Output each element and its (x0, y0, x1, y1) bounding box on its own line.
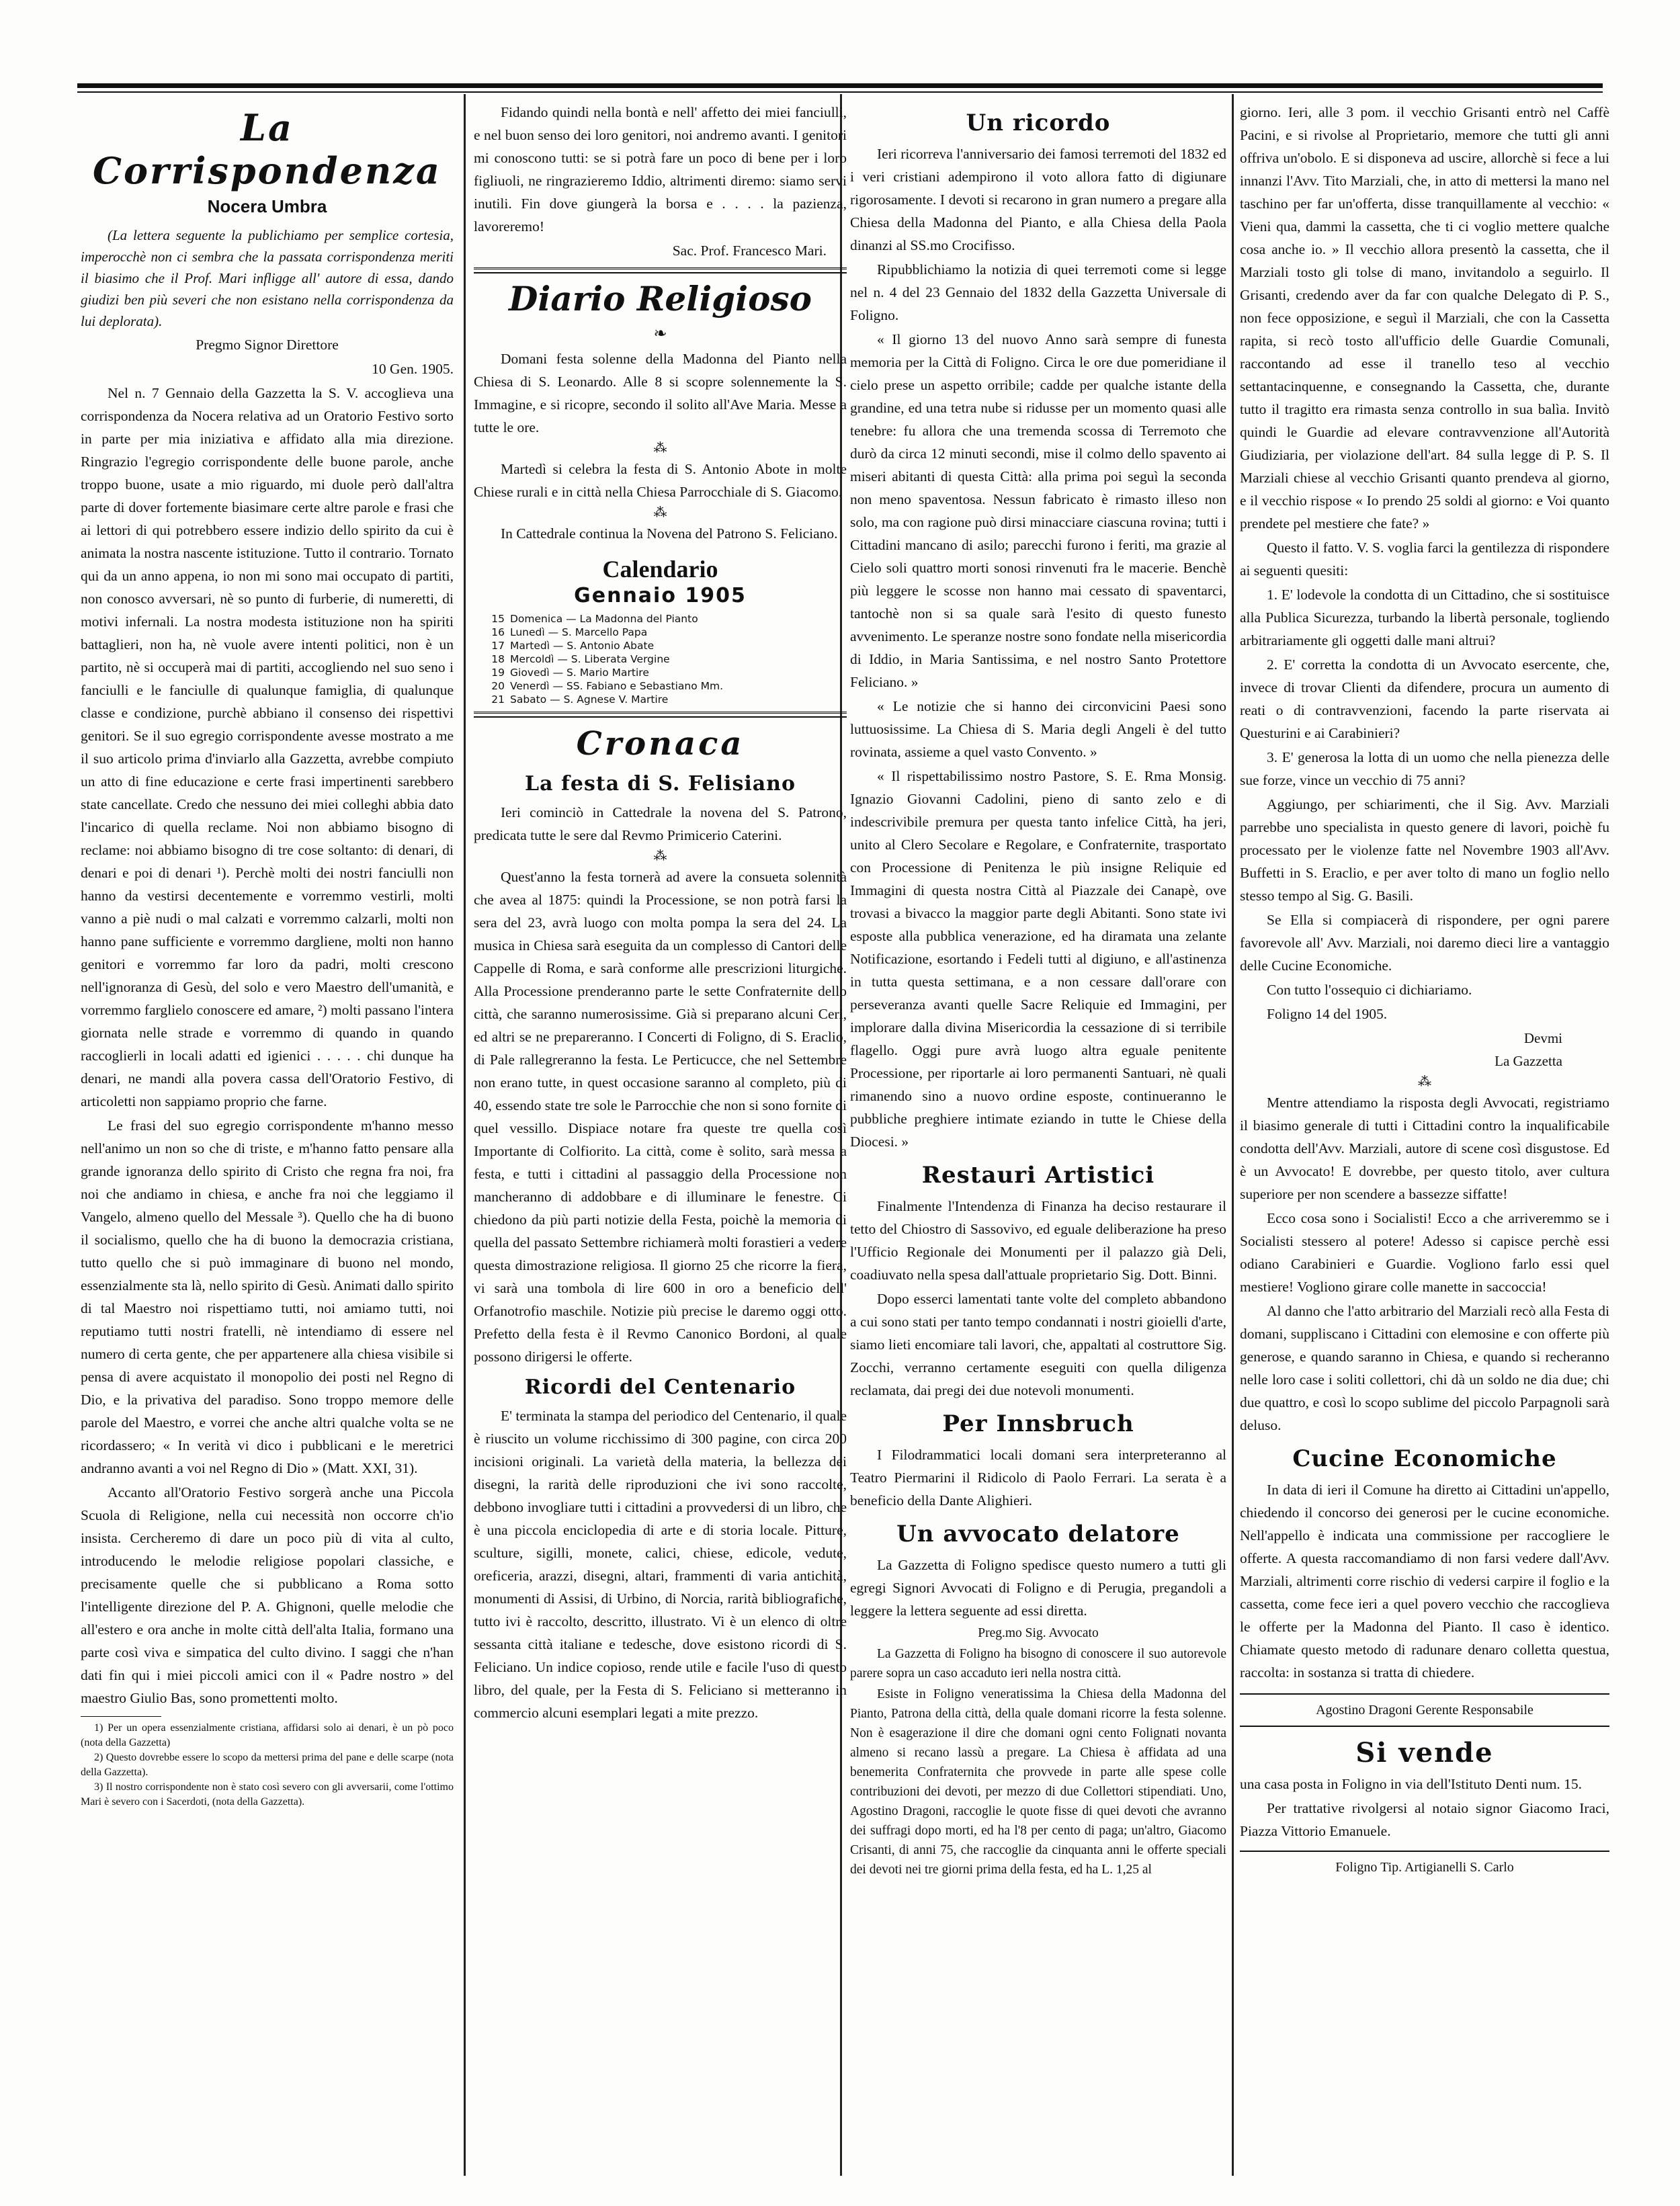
cucine-paragraph: In data di ieri il Comune ha diretto ai Cittadini un'appello, chiedendo il concorso dei generosi per le cucine economiche. Nell'appello è indicata una commissione per raccogliere le offerte. A questa raccomandiamo di non farsi vedere dall'Avv. Marziali, altrimenti corre rischio di vedersi carpire il foglio e la cassetta, come fece ieri a quel povero vecchio che raccoglieva le offerte per la Madonna del Pianto. Il caso è identico. Chiamate questo metodo di radunare denaro colletta questua, raccolta: in sostanza si tratta di chiedere. (1240, 1482, 1609, 1681)
delatore-paragraph: Se Ella si compiacerà di rispondere, per ogni parere favorevole all' Avv. Marziali, noi daremo dieci lire a vantaggio delle Cucine Economiche. (1240, 912, 1609, 974)
ricordo-paragraph: « Il rispettabilissimo nostro Pastore, S. E. Rma Monsig. Ignazio Giovanni Cadolini, pieno di santo zelo e di indescrivibile premura per questa tanto infelice Città, ha jeri, unito al Clero Secolare e Regolare, e Confraternite, trasportato con Processione di Penitenza le più insigne Reliquie ed Immagini di questa nostra Città al Piazzale dei Canapè, ove trovasi a bivacco la maggior parte degli Abitanti. Sono state ivi esposte alla pubblica venerazione, ed ha diramata una zelante Notificazione, esortando i Fedeli tutti al digiuno, e all'astinenza in tutta questa settimana, e a non cessare dall'orare con perseveranza avanti quelle Sacre Reliquie ed Immagini, per implorare dalla divina Misericordia la cessazione di si terribile flagello. Oggi pure avrà luogo altra eguale penitente Processione, per riportarle ai loro permanenti Santuari, nè quali rimanendo sino a nuovo ordine esposte, continueranno le pubbliche preghiere intimate eziando in tutte le Chiese della Diocesi. » (850, 768, 1226, 1150)
festa-paragraph: Quest'anno la festa tornerà ad avere la consueta solennità che avea al 1875: quindi la Processione, se non potrà farsi la sera del 23, avrà luogo con molta pompa la sera del 24. La musica in Chiesa sarà eseguita da un complesso di Cantori delle Cappelle di Roma, e sarà conforme alle prescrizioni liturgiche. Alla Processione prenderanno parte le sette Confraternite dello città, che saranno numerosissime. Già si preparano alcuni Ceri, ed altri se ne prepareranno. I Concerti di Foligno, di S. Eraclio, di Pale rallegreranno la festa. Le Perticucce, che nel Settembre non erano tutte, in quest occasione saranno al completo, più di 40, essendo state tre sole le Parrocchie che non si sono fornite di quel vessillo. Dispiace notare fra queste tre quella così Importante di Colfiorito. La città, come è solito, sarà messa a festa, e tutti i cittadini al passaggio della Processione non mancheranno di addobbare e di illuminare le fenestre. Ci chiedono da più parti notizie della Festa, poichè la memoria di quella del passato Settembre richiamerà molti forastieri a vedere questa dimostrazione religiosa. Il giorno 25 che ricorre la fiera, vi sarà una tombola di lire 600 in oro a beneficio dell' Orfanotrofio maschile. Notizie più precise le daremo oggi otto. Prefetto della festa è il Revmo Canonico Bordoni, al quale possono dirigersi le offerte. (474, 869, 847, 1365)
printer-imprint: Foligno Tip. Artigianelli S. Carlo (1240, 1851, 1609, 1879)
closing-gazzetta: La Gazzetta (1495, 1053, 1562, 1069)
cronaca-masthead: Cronaca (576, 725, 745, 763)
ricordo-title: Un ricordo (966, 110, 1111, 136)
ricordi-title: Ricordi del Centenario (524, 1375, 796, 1399)
footnote-rule (81, 1716, 161, 1717)
asterism-icon: ⁂ (653, 505, 667, 520)
si-vende-title: Si vende (1355, 1737, 1494, 1769)
delatore-intro: La Gazzetta di Foligno spedisce questo numero a tutti gli egregi Signori Avvocati di Foligno e di Perugia, pregandoli a leggere la lettera seguente ad essi diretta. (850, 1557, 1226, 1619)
corrispondenza-masthead: La Corrispondenza (93, 106, 442, 192)
location-heading: Nocera Umbra (207, 196, 327, 216)
asterism-icon: ⁂ (1418, 1074, 1431, 1089)
letter-signature: Sac. Prof. Francesco Mari. (672, 243, 827, 259)
ricordo-paragraph: « Il giorno 13 del nuovo Anno sarà sempre di funesta memoria per la Città di Foligno. Circa le ore due pomeridiane il cielo prese un aspetto orribile; cadde per qualche istante della grandine, ed una tetra nube si ridusse per un momento quasi alle tenebre: fu allora che una tremenda scossa di Terremoto che durò da circa 12 minuti secondi, mise il colmo dello spavento ai miseri abitanti di questa Città: alla prima poi seguì la seconda non meno spaventosa. Nessun fabricato è rimasto illeso non solo, ma con ragione può dirsi minacciare ciascuna rovina; tutti i Cittadini mancano di asilo; parecchi furono i feriti, ma grazie al Cielo soli quattro morti sonosi rinvenuti fra le macerie. Benchè più leggere le scosse non hanno mai cessato di spaventarci, tantochè non si sa quale sarà l'esito di questo funesto avvenimento. Le speranze nostre sono fondate nella misericordia di Iddio, in Maria Santissima, e nel nostro Santo Protettore Feliciano. » (850, 331, 1226, 690)
comment-paragraph: Mentre attendiamo la risposta degli Avvocati, registriamo il biasimo generale di tutti i Cittadini contro la inqualificabile condotta dell'Avv. Marziali, autore di scene così disgustose. Ed è un Avvocato! E dovrebbe, per questo titolo, aver cultura superiore per non scendere a bassezze siffatte! (1240, 1095, 1609, 1202)
letter-continuation: Fidando quindi nella bontà e nell' affetto dei miei fanciulli, e nel buon senso dei loro genitori, noi andremo avanti. I genitori mi conoscono tutti: se si potrà fare un poco di bene per i loro figliuoli, ne ringrazieremo Iddio, altrimenti diremo: siamo servi inutili. Fin dove giungerà la borsa e . . . . la pazienza, lavoreremo! (474, 104, 847, 235)
cucine-title: Cucine Economiche (1292, 1445, 1557, 1472)
comment-paragraph: Al danno che l'atto arbitrario del Marziali recò alla Festa di domani, suppliscano i Cittadini con elemosine e con offerte più generose, e quando saranno in Chiesa, e quando si recheranno nelle loro case i soliti collettori, chi dà un soldo ne dia due; chi due quattro, e così lo scopo sublime del piccolo Parpagnoli sarà deluso. (1240, 1303, 1609, 1433)
editor-note: (La lettera seguente la publichiamo per semplice cortesia, imperocchè non ci sembra che la passata corrispondenza meriti il biasimo che il Prof. Mari infligge all' autore di essa, dando giudizi ben più severi che non esistano nella corrispondenza da lui deplorata). (81, 227, 454, 329)
festa-title: La festa di S. Felisiano (525, 772, 796, 796)
delatore-paragraph: Con tutto l'ossequio ci dichiariamo. (1267, 982, 1472, 998)
letter-paragraph: Nel n. 7 Gennaio della Gazzetta la S. V. accoglieva una corrispondenza da Nocera relativa ad un Oratorio Festivo sorto in parte per mia iniziativa e affidato alla mia direzione. Ringrazio l'egregio corrispondente delle buone parole, anche troppo buone, usate a mio riguardo, mi duole però dall'altra parte di dover fortemente biasimare certe altre parole e frasi che ai lettori di qui potrebbero essere indizio dello spirito da cui è animata la nostra nascente istituzione. Tutto il contrario. Tornato qui da un anno appena, io non mi sono mai occupato di partiti, non conosco avversari, nè so punto di furberie, di numeretti, di motivi infernali. La nostra modesta istituzione non ha spiriti battaglieri, non ha, nè vuole avere intenti politici, non è un partito, nè si occuperà mai di partiti, accogliendo nel suo seno i fanciulli e le fanciulle di qualunque famiglia, di qualunque classe e condizione, purchè abbiano il consenso dei rispettivi genitori. Se il suo egregio corrispondente avesse mostrato a me il suo articolo prima d'inviarlo alla Gazzetta, avrebbe compiuto un atto di fine educazione e certe frasi impertinenti sarebbero state cancellate. Credo che nessuno dei miei colleghi abbia dato l'incarico di quella reclame. Noi non abbiamo bisogno di reclame: noi abbiamo bisogno di tre cose soltanto: di denari, di denari e poi di denari ¹). Perchè molti dei nostri fanciulli non hanno da vestirsi decentemente e vorremmo vestirli, molti vanno a piè nudi o mal calzati e vorremmo calzarli, molti non hanno pane sufficiente e vorremmo dargliene, molti non hanno genitori e vorremmo far loro da padri, molti crescono nell'ignoranza di Gesù, del solo e vero Maestro dell'umanità, e vorremmo farglielo conoscere ed amare, ²) molti passano l'intera giornata nelle strade e vorremmo di quando in quando raccoglierli in locali adatti ed igienici . . . . . chi dunque ha denari, ne mandi alla povera cassa dell'Oratorio Festivo, di articoletti non sappiamo proprio che farne. (81, 385, 454, 1109)
innsbruck-title: Per Innsbruch (942, 1410, 1134, 1437)
vende-paragraph: una casa posta in Foligno in via dell'Istituto Denti num. 15. (1240, 1776, 1583, 1792)
column-2 (474, 101, 847, 2179)
footnote: 1) Per un opera essenzialmente cristiana, affidarsi solo ai denari, è un pò poco (nota della Gazzetta) (81, 1722, 454, 1748)
diario-paragraph: Martedì si celebra la festa di S. Antonio Abote in molte Chiese rurali e in città nella Chiesa Parrocchiale di S. Giacomo. (474, 461, 847, 500)
ricordo-paragraph: Ieri ricorreva l'anniversario dei famosi terremoti del 1832 ed i veri cristiani adempirono il voto allora fatto di digiunare rigorosamente. I devoti si recarono in gran numero a pregare alla Chiesa della Madonna del Pianto, e alla Chiesa della Paola dinanzi al SS.mo Crocifisso. (850, 146, 1226, 253)
diario-religioso-title: Diario Religioso (508, 279, 812, 319)
question-item: 3. E' generosa la lotta di un uomo che nella pienezza delle sue forze, vince un vecchio di 75 anni? (1240, 749, 1609, 788)
question-item: 1. E' lodevole la condotta di un Cittadino, che si sostituisce alla Publica Sicurezza, turbando la libertà personale, togliendo arbitrariamente gli oggetti dalle mani altrui? (1240, 587, 1609, 648)
gerente-line: Agostino Dragoni Gerente Responsabile (1240, 1693, 1609, 1727)
diario-paragraph: In Cattedrale continua la Novena del Patrono S. Feliciano. (501, 525, 838, 542)
calendar-entry: 16 Lunedì — S. Marcello Papa (491, 626, 648, 638)
ricordo-paragraph: « Le notizie che si hanno dei circonvicini Paesi sono luttuosissime. La Chiesa di S. Maria degli Angeli è del tutto rovinata, assieme a quel vasto Convento. » (850, 698, 1226, 760)
restauri-paragraph: Finalmente l'Intendenza di Finanza ha deciso restaurare il tetto del Chiostro di Sassovivo, ed eguale deliberazione ha preso l'Ufficio Regionale dei Monumenti per il palazzo già Deli, coadiuvato nella spesa dall'attuale proprietario Sig. Dott. Binni. (850, 1198, 1226, 1283)
footnote: 2) Questo dovrebbe essere lo scopo da mettersi prima del pane e delle scarpe (nota della Gazzetta). (81, 1752, 454, 1778)
column-divider (464, 94, 466, 2176)
innsbruck-paragraph: I Filodrammatici locali domani sera interpreteranno al Teatro Piermarini il Ridicolo di Paolo Ferrari. La serata è a beneficio della Dante Alighieri. (850, 1447, 1226, 1509)
closing-devmi: Devmi (1523, 1030, 1562, 1046)
ricordo-paragraph: Ripubblichiamo la notizia di quei terremoti come si legge nel n. 4 del 23 Gennaio del 1832 della Gazzetta Universale di Foligno. (850, 261, 1226, 323)
delatore-paragraph: Questo il fatto. V. S. voglia farci la gentilezza di rispondere ai seguenti quesiti: (1240, 540, 1609, 579)
delatore-paragraph: Aggiungo, per schiarimenti, che il Sig. Avv. Marziali parrebbe uno specialista in questo genere di lavori, poichè fu processato per le violenze fatte nel Novembre 1903 all'Avv. Buffetti in S. Eraclio, e per aver tolto di mano un foglio nello stesso tempo al Sig. G. Basili. (1240, 796, 1609, 904)
column-divider (1232, 94, 1234, 2176)
ricordi-paragraph: E' terminata la stampa del periodico del Centenario, il quale è riuscito un volume ricchissimo di 300 pagine, con circa 200 incisioni originali. La varietà della materia, la bellezza dei disegni, la rarità delle riproduzioni che ivi sono raccolte, debbono invogliare tutti i cittadini a provvedersi di un libro, che è una piccola enciclopedia di arte e di storia locale. Pitture, sculture, sigilli, monete, calici, chiese, edicole, vedute, oreficeria, arazzi, disegni, altari, frammenti di varia antichità, monumenti di Assisi, di Urbino, di Norcia, rarità bibliografiche, tutto ivi è raccolto, descritto, illustrato. Vi è un elenco di oltre sessanta città italiane e tedesche, dove esistono ricordi di S. Feliciano. Un indice copioso, rende utile e facile l'uso di questo libro, del quale, per la Festa di S. Feliciano si metteranno in commercio alcuni esemplari legati a mite prezzo. (474, 1408, 847, 1721)
asterism-icon: ⁂ (653, 849, 667, 863)
section-rule (474, 712, 847, 718)
top-rule-thin (77, 91, 1603, 93)
asterism-icon: ⁂ (653, 441, 667, 456)
restauri-title: Restauri Artistici (921, 1162, 1155, 1189)
restauri-paragraph: Dopo esserci lamentati tante volte del completo abbandono a cui sono stati per tanto tempo condannati i nostri gioielli d'arte, siamo lieti encomiare tali lavori, che, appaltati al costruttore Sig. Zocchi, verranno certamente eseguiti con quella diligenza reclamata, dai pregi dei due notevoli monumenti. (850, 1291, 1226, 1398)
column-4 (1240, 101, 1609, 2179)
comment-paragraph: Ecco cosa sono i Socialisti! Ecco a che arriveremmo se i Socialisti stessero al potere! Adesso si capisce perchè essi odiano Carabinieri e Guardie. Vogliono farlo essi quel mestiere! Vogliono girare colle manette in saccoccia! (1240, 1210, 1609, 1295)
delatore-paragraph: Esiste in Foligno veneratissima la Chiesa della Madonna del Pianto, Patrona della città, della quale domani ricorre la festa solenne. Non è esagerazione il dire che domani ogni cento Folignati novanta almeno si recano lassù a pregare. La Chiesa è affidata ad una benemerita Confraternita che provvede in parte alle spese colle contribuzioni dei devoti, per mezzo di due Collettori stipendiati. Uno, Agostino Dragoni, raccoglie le quote fisse di quei devoti che avranno dei suffragi dopo morti, ed ha l'8 per cento di paga; un'altro, Giacomo Crisanti, di anni 75, che raccoglie da cinquanta anni le offerte speciali dei devoti nei tre giorni prima della festa, ed ha L. 1,25 al (850, 1687, 1226, 1877)
footnote: 3) Il nostro corrispondente non è stato così severo con gli avversarii, come l'ottimo Mari è severo con i Sacerdoti, (nota della Gazzetta). (81, 1781, 454, 1808)
column-3 (850, 101, 1226, 2179)
letter-date: 10 Gen. 1905. (372, 361, 454, 377)
calendar-title: Calendario (602, 556, 718, 583)
delatore-salutation: Preg.mo Sig. Avvocato (978, 1626, 1099, 1640)
delatore-paragraph: La Gazzetta di Foligno ha bisogno di conoscere il suo autorevole parere sopra un caso accaduto ieri nella nostra città. (850, 1647, 1226, 1681)
calendar-entry: 18 Mercoldì — S. Liberata Vergine (491, 653, 670, 665)
section-rule (474, 267, 847, 273)
calendar-entry: 20 Venerdì — SS. Fabiano e Sebastiano Mm. (491, 680, 724, 692)
delatore-continuation: giorno. Ieri, alle 3 pom. il vecchio Grisanti entrò nel Caffè Pacini, e si rivolse al Proprietario, memore che tutti gli anni offriva un'obolo. E si disponeva ad uscire, allorchè si fece a lui innanzi l'Avv. Tito Marziali, che, in atto di mettersi la mano nel taschino per far un'offerta, disse tranquillamente al vecchio: « Vieni qua, dammi la cassetta, che ti ci voglio mettere qualche cosa anche io. » Il vecchio allora presentò la cassetta, che il Marziali tosto gli tolse di mano, invitandolo a seguirlo. Il Grisanti, credendo aver da far con qualche Delegato di P. S., non fece opposizione, e seguì il Marziali, che con la Cassetta rapita, si recò tosto all'ufficio delle Guardie Comunali, raccontando ad esse il tranello teso al vecchio settantacinquenne, e consegnando la Cassetta, che, durante tutto il tragitto era rimasta senza controllo in sua balìa. Invitò quindi le Guardie ad elevare contravvenzione all'Autorità Giudiziaria, per violazione dell'art. 84 sulla legge di P. S. Il Marziali chiese al vecchio Grisanti quanto prendeva al giorno, e il vecchio rispose « Io prendo 25 soldi al giorno: e Voi quanto prendete pel mestiere che fate? » (1240, 104, 1609, 532)
calendar-month: Gennaio 1905 (574, 584, 747, 607)
ornament-icon: ❧ (653, 325, 667, 343)
place-date: Foligno 14 del 1905. (1267, 1006, 1388, 1022)
calendar-entry: 21 Sabato — S. Agnese V. Martire (491, 693, 669, 706)
column-1 (81, 101, 454, 2179)
calendar-entry: 17 Martedì — S. Antonio Abate (491, 640, 655, 652)
question-item: 2. E' corretta la condotta di un Avvocato esercente, che, invece di trovar Clienti da difendere, procura un aumento di reati o di contravvenzioni, facendo la parte riservata ai Questurini e ai Carabinieri? (1240, 656, 1609, 741)
calendar-list (487, 612, 847, 706)
letter-paragraph: Le frasi del suo egregio corrispondente m'hanno messo nell'animo un non so che di triste, e m'hanno fatto pensare alla grande ignoranza dello spirito di Cristo che regna fra noi, fra noi che andiamo in chiesa, e anche fra noi che leggiamo il Vangelo, almeno quello del Messale ³). Quello che ha di buono il socialismo, quello che ha di buono la democrazia cristiana, tutto quello che si può immaginare di buono nel mondo, essenzialmente sta là, nello spirito di Gesù. Animati dallo spirito di tal Maestro noi rispettiamo tutti, noi amiamo tutti, noi reputiamo tutti nostri fratelli, nè intendiamo di essere nel numero di certa gente, che per appartenere alla chiesa visibile si pensa di avere acquistato il monopolio dei posti nel Regno di Dio, e la privativa del paradiso. Sono troppo memore delle parole del Maestro, e vorrei che anche altri qualche volta se ne ricordassero; « In verità vi dico i pubblicani e le meretrici andranno avanti a voi nel Regno di Dio » (Matt. XXI, 31). (81, 1117, 454, 1476)
calendar-entry: 19 Giovedì — S. Mario Martire (491, 667, 649, 679)
salutation: Pregmo Signor Direttore (196, 337, 339, 353)
diario-paragraph: Domani festa solenne della Madonna del Pianto nella Chiesa di S. Leonardo. Alle 8 si scopre solennemente la S. Immagine, e si ricopre, secondo il solito all'Ave Maria. Messe a tutte le ore. (474, 351, 847, 435)
calendar-entry: 15 Domenica — La Madonna del Pianto (491, 613, 698, 625)
delatore-title: Un avvocato delatore (896, 1521, 1180, 1547)
letter-paragraph: Accanto all'Oratorio Festivo sorgerà anche una Piccola Scuola di Religione, nella cui necessità non occorre ch'io insista. Cercheremo di dare un poco più di vita al culto, introducendo le melodie religiose popolari classiche, e precisamente quelle che si pubblicano a Roma sotto l'intelligente direzione del P. A. Ghignoni, quelle melodie che all'estero e ora anche in molte città dell'alta Italia, formano una parte così viva e simpatica del culto divino. I saggi che n'han dati fin qui i miei piccoli amici con il « Padre nostro » del maestro Giulio Bas, sono promettenti molto. (81, 1484, 454, 1706)
vende-paragraph: Per trattative rivolgersi al notaio signor Giacomo Iraci, Piazza Vittorio Emanuele. (1240, 1800, 1609, 1839)
top-rule (77, 83, 1603, 88)
festa-paragraph: Ieri cominciò in Cattedrale la novena del S. Patrono, predicata tutte le sere dal Revmo Primicerio Caterini. (474, 804, 847, 843)
